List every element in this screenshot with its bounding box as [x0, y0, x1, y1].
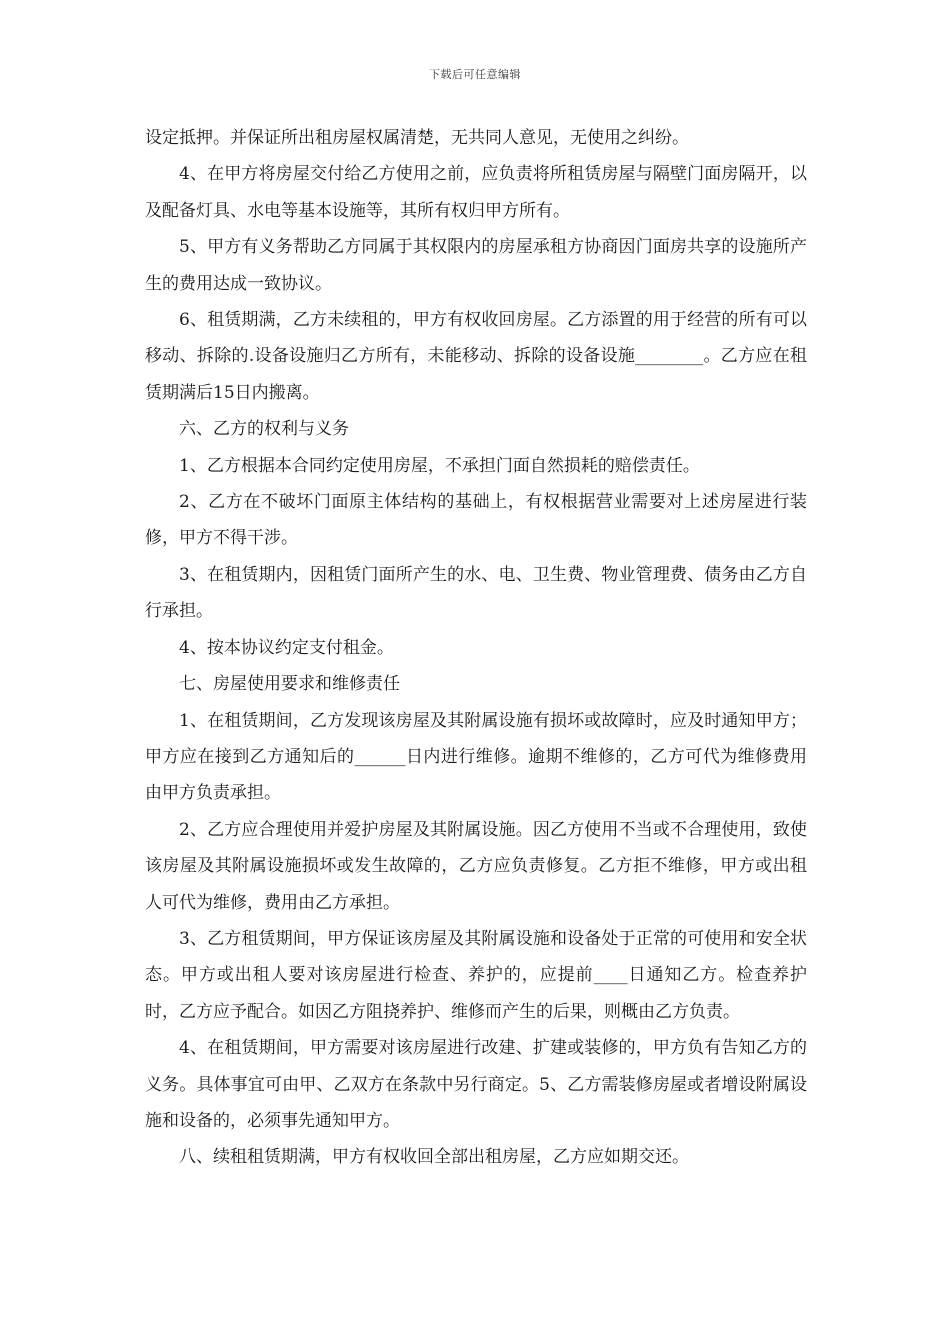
section-heading: 七、房屋使用要求和维修责任 — [179, 674, 400, 695]
paragraph: 4、在甲方将房屋交付给乙方使用之前，应负责将所租赁房屋与隔壁门面房隔开，以及配备灯具、水电等基本设施等，其所有权归甲方所有。 — [145, 164, 807, 221]
paragraph: 1、在租赁期间，乙方发现该房屋及其附属设施有损坏或故障时，应及时通知甲方；甲方应在接到乙方通知后的______日内进行维修。逾期不维修的，乙方可代为维修费用由甲方负责承担。 — [145, 710, 807, 804]
paragraph: 2、乙方在不破坏门面原主体结构的基础上，有权根据营业需要对上述房屋进行装修，甲方不得干涉。 — [145, 492, 807, 549]
page-header: 下载后可任意编辑 — [429, 68, 521, 81]
paragraph: 5、甲方有义务帮助乙方同属于其权限内的房屋承租方协商因门面房共享的设施所产生的费用达成一致协议。 — [145, 237, 807, 294]
paragraph: 2、乙方应合理使用并爱护房屋及其附属设施。因乙方使用不当或不合理使用，致使该房屋及其附属设施损坏或发生故障的，乙方应负责修复。乙方拒不维修，甲方或出租人可代为维修，费用由乙方承担。 — [145, 819, 807, 913]
paragraph: 4、按本协议约定支付租金。 — [179, 637, 394, 658]
section-heading: 六、乙方的权利与义务 — [179, 419, 349, 440]
paragraph: 1、乙方根据本合同约定使用房屋，不承担门面自然损耗的赔偿责任。 — [179, 455, 700, 476]
paragraph: 3、在租赁期内，因租赁门面所产生的水、电、卫生费、物业管理费、债务由乙方自行承担。 — [145, 564, 807, 622]
paragraph: 设定抵押。并保证所出租房屋权属清楚，无共同人意见，无使用之纠纷。 — [145, 128, 689, 148]
paragraph: 4、在租赁期间，甲方需要对该房屋进行改建、扩建或装修的，甲方负有告知乙方的义务。具体事宜可由甲、乙双方在条款中另行商定。5、乙方需装修房屋或者增设附属设施和设备的，必须事先通知甲方。 — [145, 1038, 807, 1131]
section-heading: 八、续租租赁期满，甲方有权收回全部出租房屋，乙方应如期交还。 — [179, 1147, 689, 1168]
paragraph: 3、乙方租赁期间，甲方保证该房屋及其附属设施和设备处于正常的可使用和安全状态。甲方或出租人要对该房屋进行检查、养护的，应提前____日通知乙方。检查养护时，乙方应予配合。如因乙方阻挠养护、维修而产生的后果，则概由乙方负责。 — [145, 928, 807, 1022]
document-body — [145, 120, 807, 1176]
paragraph: 6、租赁期满，乙方未续租的，甲方有权收回房屋。乙方添置的用于经营的所有可以移动、拆除的.设备设施归乙方所有，未能移动、拆除的设备设施________。乙方应在租赁期满后15日内搬离。 — [145, 310, 807, 403]
